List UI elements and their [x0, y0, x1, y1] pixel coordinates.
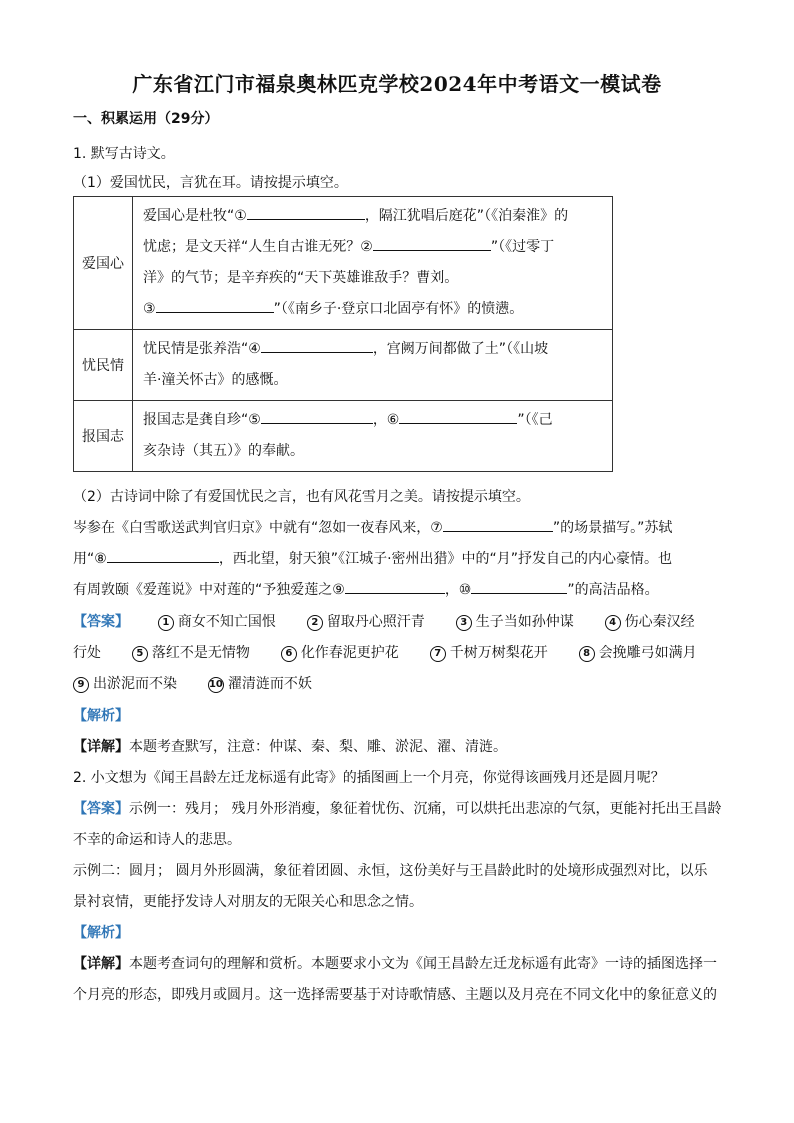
- content-line: 羊·潼关怀古》的感慨。: [143, 372, 288, 388]
- content-line: 洋》的气节；是辛弃疾的“天下英雄谁敌手？曹刘。: [143, 270, 459, 286]
- answer-item: 2 留取丹心照汗青: [307, 611, 425, 631]
- answer-item: 3 生子当如孙仲谋: [456, 611, 574, 631]
- section-heading: 一、积累运用（29分）: [73, 111, 219, 127]
- sub2-line-1: 岑参在《白雪歌送武判官归京》中就有“忽如一夜春风来，⑦ ”的场景描写。”苏轼: [73, 517, 672, 537]
- q2-analysis-label: 【解析】: [73, 925, 129, 941]
- category-cell: 报国志: [74, 401, 133, 472]
- question-2-label: 2. 小文想为《闻王昌龄左迁龙标遥有此寄》的插图画上一个月亮，你觉得该画残月还是圆月呢？: [73, 770, 665, 786]
- content-line: 报国志是龚自珍“⑤ ，⑥ ”（《己: [143, 405, 602, 436]
- q2-answer-line-4: 景衬哀情，更能抒发诗人对朋友的无限关心和思念之情。: [73, 894, 423, 910]
- q2-answer-line-1: 【答案】示例一：残月； 残月外形消瘦，象征着忧伤、沉痛，可以烘托出悲凉的气氛，更能衬托出王昌龄: [73, 801, 722, 817]
- answer-line-3: [73, 673, 320, 693]
- answer-item: 7 千树万树梨花开: [430, 642, 548, 662]
- content-line: 亥杂诗（其五）》的奉献。: [143, 443, 304, 459]
- fill-blank[interactable]: [156, 298, 274, 313]
- answer-item: 4 伤心秦汉经: [605, 611, 695, 631]
- answer-item: 5 落红不是无情物: [132, 642, 250, 662]
- category-cell: 忧民情: [74, 330, 133, 401]
- fill-blank[interactable]: [443, 517, 553, 532]
- q2-answer-line-2: 不幸的命运和诗人的悲思。: [73, 832, 241, 848]
- content-cell: [133, 197, 613, 330]
- answer-item: 1 商女不知亡国恨: [158, 611, 276, 631]
- answer-item: 8 会挽雕弓如满月: [579, 642, 697, 662]
- content-line: 忧虑；是文天祥“人生自古谁无死？② ”（《过零丁: [143, 232, 602, 263]
- answer-item: 6 化作春泥更护花: [281, 642, 399, 662]
- q2-detail-line-2: 个月亮的形态，即残月或圆月。这一选择需要基于对诗歌情感、主题以及月亮在不同文化中的象征意义的: [73, 987, 717, 1003]
- question-1-label: 1. 默写古诗文。: [73, 146, 175, 162]
- sub2-line-3: 有周敦颐《爱莲说》中对莲的“予独爱莲之⑨ ，⑩ ”的高洁品格。: [73, 579, 659, 599]
- fill-blank[interactable]: [261, 338, 373, 353]
- answer-label: 【答案】: [73, 614, 129, 630]
- table-row: [74, 197, 613, 330]
- fill-blank[interactable]: [399, 409, 517, 424]
- answer-item: 9 出淤泥而不染: [73, 673, 177, 693]
- fill-blank[interactable]: [261, 409, 373, 424]
- sub2-line-2: 用“⑧ ，西北望，射天狼”《江城子·密州出猎》中的“月”抒发自己的内心豪情。也: [73, 548, 672, 568]
- fill-blank[interactable]: [345, 579, 445, 594]
- answer-continuation: 行处: [73, 645, 101, 661]
- content-line: 忧民情是张养浩“④ ，宫阙万间都做了土”（《山坡: [143, 334, 602, 365]
- q2-answer-line-3: 示例二：圆月； 圆月外形圆满，象征着团圆、永恒，这份美好与王昌龄此时的处境形成强烈对比，以乐: [73, 863, 708, 879]
- detail-line: 【详解】本题考查默写，注意：仲谋、秦、梨、雕、淤泥、濯、清涟。: [73, 739, 507, 755]
- answer-line-1: [73, 611, 703, 631]
- content-cell: [133, 330, 613, 401]
- table-row: [74, 330, 613, 401]
- content-cell: [133, 401, 613, 472]
- fill-blank[interactable]: [107, 548, 219, 563]
- answer-line-2: [73, 642, 705, 662]
- category-cell: 爱国心: [74, 197, 133, 330]
- fill-blank[interactable]: [247, 205, 365, 220]
- poetry-fill-table: [73, 196, 613, 472]
- fill-blank[interactable]: [373, 236, 491, 251]
- question-1-sub1: （1）爱国忧民，言犹在耳。请按提示填空。: [73, 175, 348, 191]
- answer-item: 10 濯清涟而不妖: [208, 676, 312, 692]
- content-line: ③ ”（《南乡子·登京口北固亭有怀》的愤懑。: [143, 294, 602, 325]
- q2-detail-line-1: 【详解】本题考查词句的理解和赏析。本题要求小文为《闻王昌龄左迁龙标遥有此寄》一诗的插图选择一: [73, 956, 717, 972]
- content-line: 爱国心是杜牧“① ，隔江犹唱后庭花”（《泊秦淮》的: [143, 201, 602, 232]
- table-row: [74, 401, 613, 472]
- analysis-label: 【解析】: [73, 708, 129, 724]
- page-title: 广东省江门市福泉奥林匹克学校2024年中考语文一模试卷: [132, 72, 662, 96]
- question-1-sub2: （2）古诗词中除了有爱国忧民之言，也有风花雪月之美。请按提示填空。: [73, 489, 530, 505]
- fill-blank[interactable]: [471, 579, 567, 594]
